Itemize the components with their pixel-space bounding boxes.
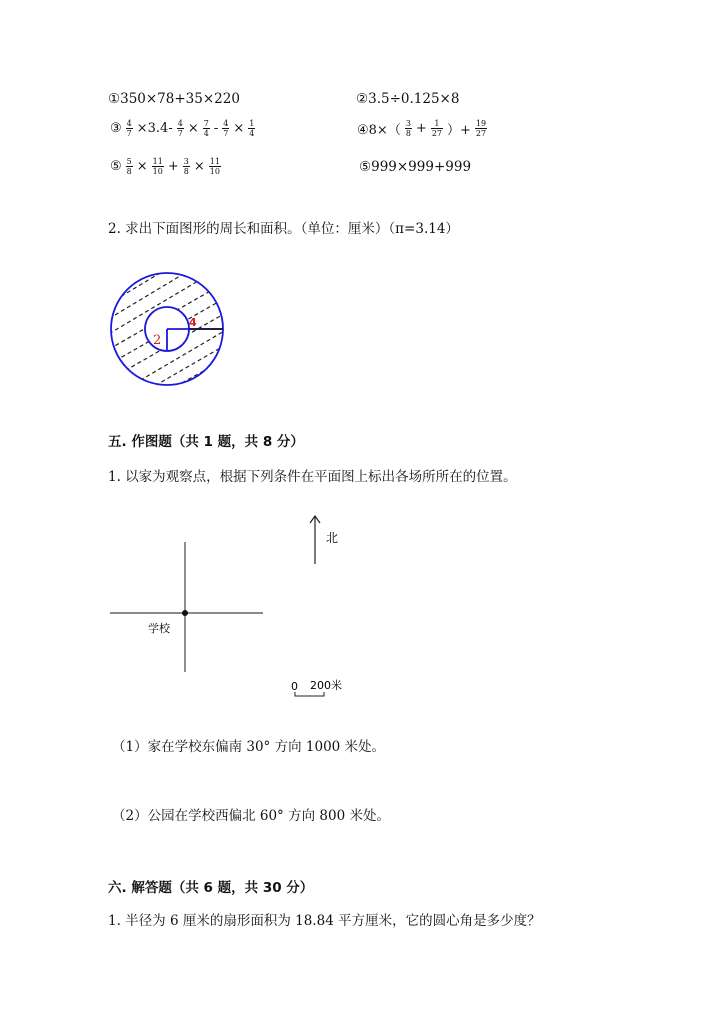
fraction: $\frac{4}{7}$ [223, 119, 229, 138]
fraction: $\frac{7}{4}$ [203, 119, 209, 138]
fraction: $\frac{19}{27}$ [475, 119, 487, 138]
section-5-sub-2: （2）公园在学校西偏北 60° 方向 800 米处。 [112, 808, 390, 824]
section-5-sub-1: （1）家在学校东偏南 30° 方向 1000 米处。 [112, 739, 386, 755]
north-label: 北 [326, 531, 339, 545]
fraction: $\frac{4}{7}$ [177, 119, 183, 138]
calc-item-4: ④8×（ $\frac{3}{8}$ + $\frac{1}{27}$ ）+ $\frac{19}{27}$ [357, 119, 487, 138]
fraction: $\frac{1}{4}$ [249, 119, 255, 138]
school-label: 学校 [148, 622, 170, 635]
annulus-figure [105, 263, 235, 393]
location-map [105, 512, 405, 702]
section-6-question-1: 1. 半径为 6 厘米的扇形面积为 18.84 平方厘米，它的圆心角是多少度？ [108, 913, 541, 929]
fraction: $\frac{1}{27}$ [431, 119, 443, 138]
question-2-text: 2. 求出下面图形的周长和面积。（单位：厘米）（π=3.14） [108, 221, 459, 237]
scale-label: 200米 [310, 679, 342, 692]
section-5-question-1: 1. 以家为观察点，根据下列条件在平面图上标出各场所所在的位置。 [108, 469, 517, 485]
ring-width-label: 4 [189, 316, 197, 329]
fraction: $\frac{3}{8}$ [405, 119, 411, 138]
section-5-heading: 五. 作图题（共 1 题，共 8 分） [108, 434, 304, 450]
fraction: $\frac{4}{7}$ [126, 119, 132, 138]
calc-item-3: ③ $\frac{4}{7}$ ×3.4- $\frac{4}{7}$ × $\frac{7}{4}$ - $\frac{4}{7}$ × $\frac{1}{4}$ [110, 119, 255, 138]
scale-bar [295, 692, 324, 696]
fraction: $\frac{5}{8}$ [126, 157, 132, 176]
fraction: $\frac{11}{10}$ [209, 157, 220, 176]
fraction: $\frac{11}{10}$ [152, 157, 163, 176]
calc-item-2: ②3.5÷0.125×8 [356, 91, 460, 107]
fraction: $\frac{3}{8}$ [183, 157, 189, 176]
inner-radius-label: 2 [153, 333, 162, 348]
calc-item-5: ⑤ $\frac{5}{8}$ × $\frac{11}{10}$ + $\frac{3}{8}$ × $\frac{11}{10}$ [110, 157, 220, 176]
school-point [182, 610, 188, 616]
section-6-heading: 六. 解答题（共 6 题，共 30 分） [108, 880, 314, 896]
calc-item-6: ⑤999×999+999 [359, 159, 472, 175]
calc-item-1: ①350×78+35×220 [108, 91, 240, 107]
scale-zero: 0 [291, 680, 298, 693]
